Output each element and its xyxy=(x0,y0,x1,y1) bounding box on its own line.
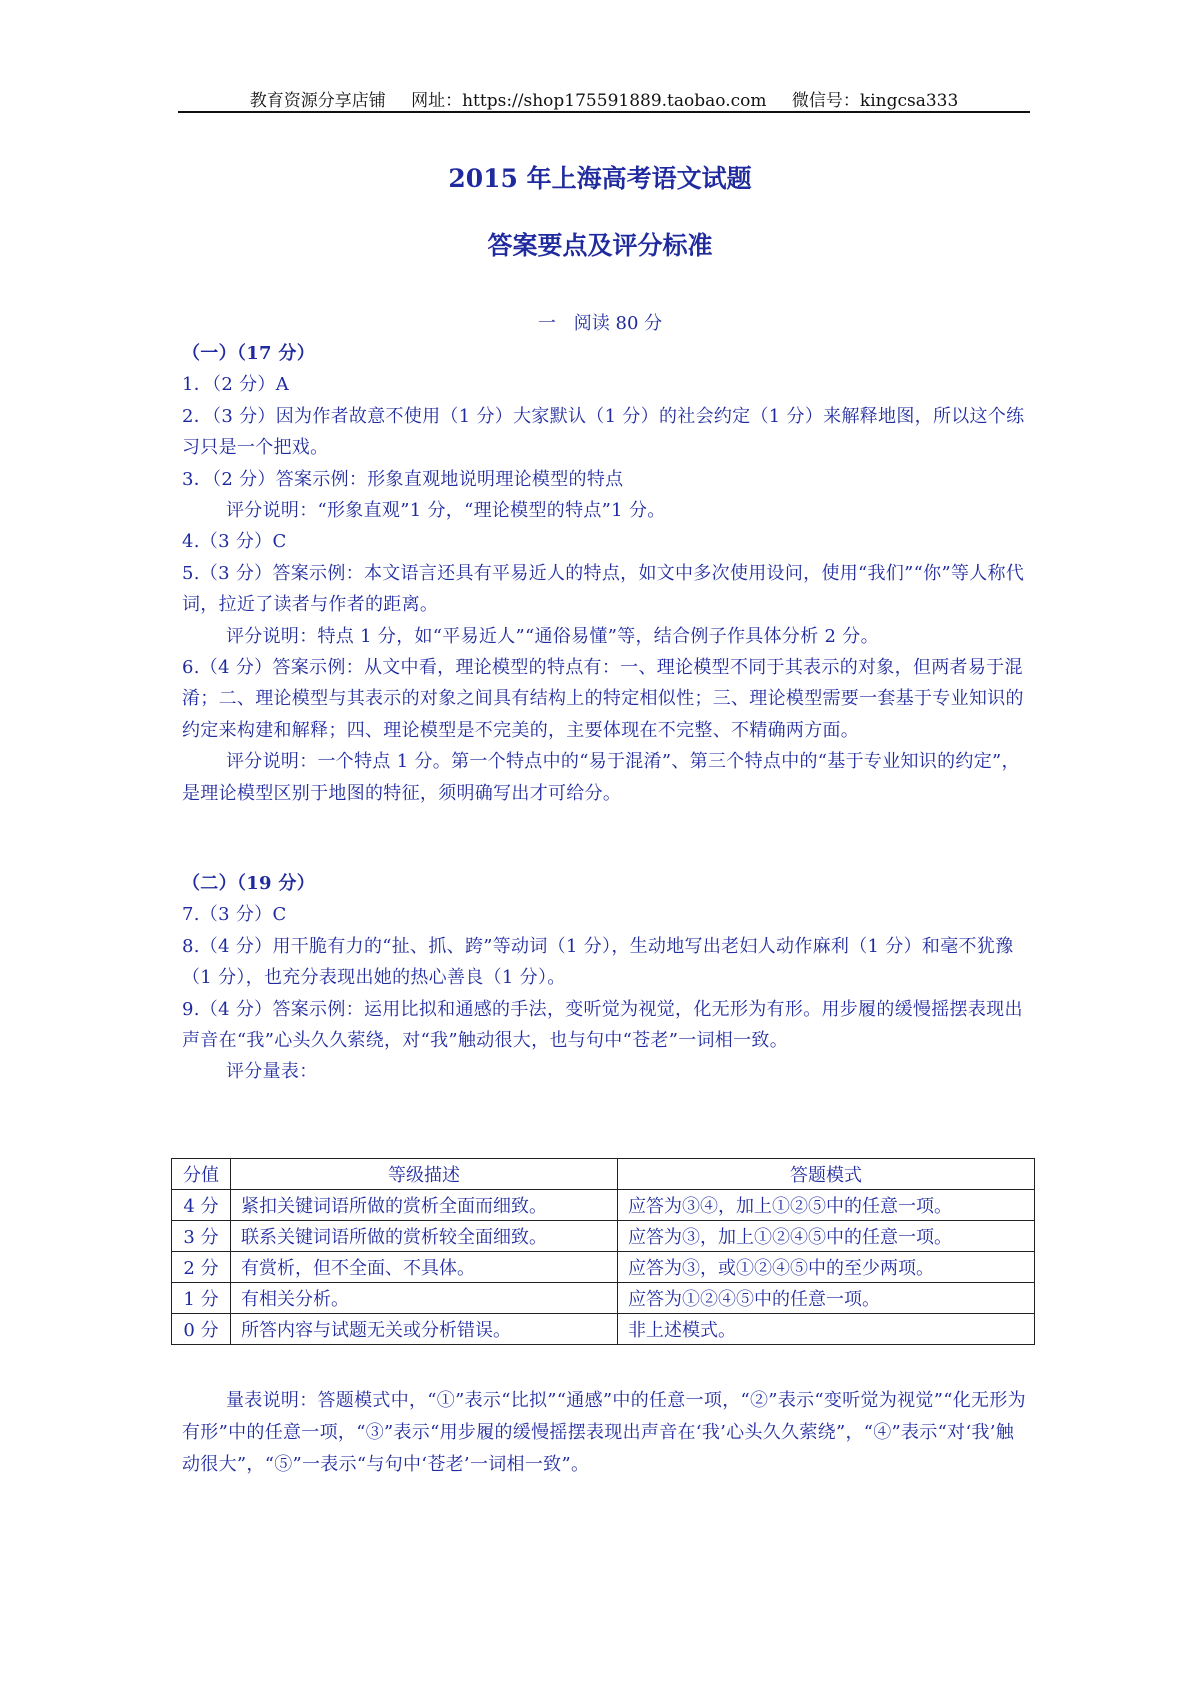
table-cell-level: 联系关键词语所做的赏析较全面细致。 xyxy=(231,1221,618,1252)
column-header-level: 等级描述 xyxy=(231,1159,618,1190)
answer-1: 1．（2 分）A xyxy=(182,374,290,396)
shop-name: 教育资源分享店铺 xyxy=(249,91,386,111)
table-row xyxy=(172,1283,1035,1314)
answer-2: 2．（3 分）因为作者故意不使用（1 分）大家默认（1 分）的社会约定（1 分）来解释地图，所以这个练习只是一个把戏。 xyxy=(182,405,1025,459)
part1-heading: （一）（17 分） xyxy=(182,343,316,364)
table-cell-score: 2 分 xyxy=(172,1252,231,1283)
table-cell-pattern: 应答为③，或①②④⑤中的至少两项。 xyxy=(618,1252,1035,1283)
table-row xyxy=(172,1190,1035,1221)
part2-heading: （二）（19 分） xyxy=(182,873,316,894)
table-row xyxy=(172,1314,1035,1345)
answer-9: 9.（4 分）答案示例：运用比拟和通感的手法，变听觉为视觉，化无形为有形。用步履的缓慢摇摆表现出声音在“我”心头久久萦绕，对“我”触动很大，也与句中“苍老”一词相一致。 xyxy=(182,998,1023,1052)
rubric-label: 评分量表： xyxy=(226,1061,318,1083)
table-cell-level: 所答内容与试题无关或分析错误。 xyxy=(231,1314,618,1345)
header-divider xyxy=(178,111,1030,113)
part1-answers xyxy=(182,338,1026,809)
page-subtitle: 答案要点及评分标准 xyxy=(487,231,713,260)
table-cell-score: 1 分 xyxy=(172,1283,231,1314)
table-cell-pattern: 应答为③，加上①②④⑤中的任意一项。 xyxy=(618,1221,1035,1252)
table-cell-pattern: 应答为①②④⑤中的任意一项。 xyxy=(618,1283,1035,1314)
answer-3: 3．（2 分）答案示例：形象直观地说明理论模型的特点 xyxy=(182,468,624,490)
answer-5-scoring-note: 评分说明：特点 1 分，如“平易近人”“通俗易懂”等，结合例子作具体分析 2 分。 xyxy=(226,625,879,647)
table-cell-score: 4 分 xyxy=(172,1190,231,1221)
table-header-row xyxy=(172,1159,1035,1190)
answer-3-scoring-note: 评分说明：“形象直观”1 分，“理论模型的特点”1 分。 xyxy=(226,500,666,522)
section-heading: 一 阅读 80 分 xyxy=(537,313,663,334)
table-cell-score: 0 分 xyxy=(172,1314,231,1345)
scoring-rubric-table xyxy=(171,1158,1035,1345)
wechat-id: 微信号：kingcsa333 xyxy=(791,91,959,111)
part2-answers xyxy=(182,868,1026,1088)
table-row xyxy=(172,1252,1035,1283)
answer-6-scoring-note: 评分说明：一个特点 1 分。第一个特点中的“易于混淆”、第三个特点中的“基于专业知识的约定”，是理论模型区别于地图的特征，须明确写出才可给分。 xyxy=(182,751,1020,804)
rubric-explanation: 量表说明：答题模式中，“①”表示“比拟”“通感”中的任意一项，“②”表示“变听觉为视觉”“化无形为有形”中的任意一项，“③”表示“用步履的缓慢摇摆表现出声音在‘我’心头久久萦绕”，“④”表示“对‘我’触动很大”，“⑤”一表示“与句中‘苍老’一词相一致”。 xyxy=(182,1390,1026,1475)
answer-5: 5.（3 分）答案示例：本文语言还具有平易近人的特点，如文中多次使用设问，使用“我们”“你”等人称代词，拉近了读者与作者的距离。 xyxy=(182,562,1025,616)
answer-4: 4.（3 分）C xyxy=(182,531,287,553)
table-cell-level: 有相关分析。 xyxy=(231,1283,618,1314)
answer-7: 7.（3 分）C xyxy=(182,904,287,926)
page-title: 2015 年上海高考语文试题 xyxy=(448,164,752,193)
column-header-score: 分值 xyxy=(172,1159,231,1190)
table-cell-score: 3 分 xyxy=(172,1221,231,1252)
table-cell-level: 紧扣关键词语所做的赏析全面而细致。 xyxy=(231,1190,618,1221)
answer-6: 6.（4 分）答案示例：从文中看，理论模型的特点有：一、理论模型不同于其表示的对象，但两者易于混淆；二、理论模型与其表示的对象之间具有结构上的特定相似性；三、理论模型需要一套基于专业知识的约定来构建和解释；四、理论模型是不完美的，主要体现在不完整、不精确两方面。 xyxy=(182,657,1024,741)
page-header xyxy=(180,86,1028,111)
column-header-pattern: 答题模式 xyxy=(618,1159,1035,1190)
table-row xyxy=(172,1221,1035,1252)
table-cell-pattern: 非上述模式。 xyxy=(618,1314,1035,1345)
shop-url: 网址：https://shop175591889.taobao.com xyxy=(411,91,767,111)
table-cell-level: 有赏析，但不全面、不具体。 xyxy=(231,1252,618,1283)
answer-8: 8.（4 分）用干脆有力的“扯、抓、跨”等动词（1 分），生动地写出老妇人动作麻利（1 分）和毫不犹豫（1 分），也充分表现出她的热心善良（1 分）。 xyxy=(182,935,1014,989)
table-cell-pattern: 应答为③④，加上①②⑤中的任意一项。 xyxy=(618,1190,1035,1221)
